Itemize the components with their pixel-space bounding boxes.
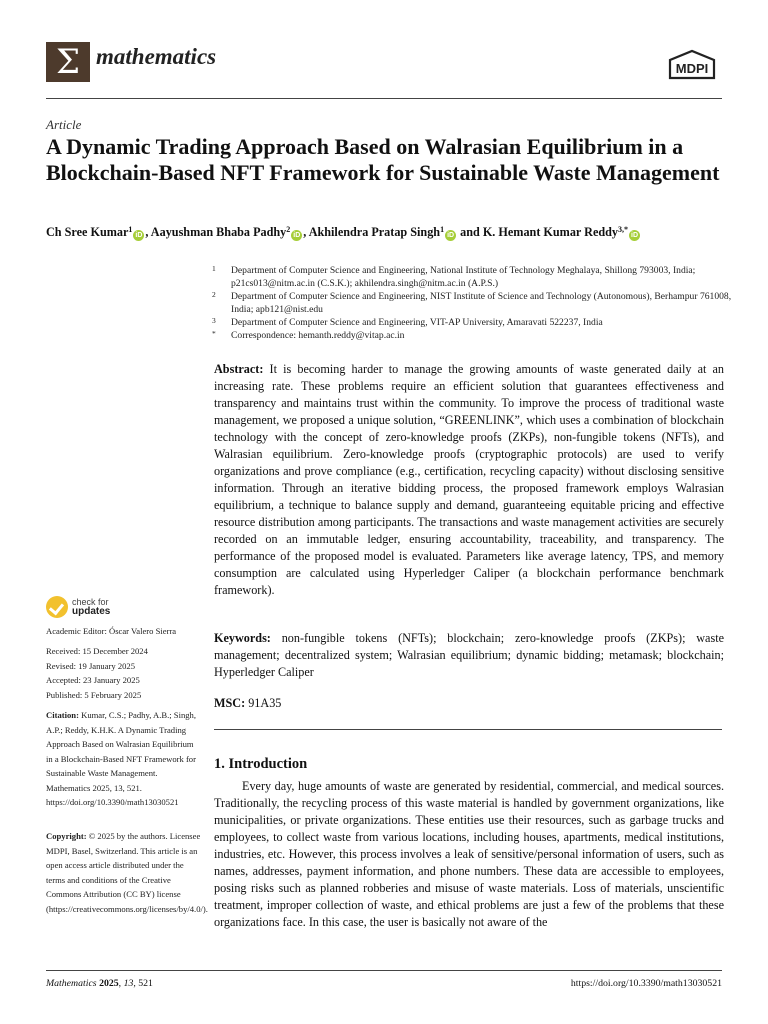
msc-codes	[214, 696, 281, 711]
journal-name[interactable]: mathematics	[96, 44, 217, 69]
abstract-text: It is becoming harder to manage the growing amounts of waste generated daily at an increasing rate. These problems require an efficient solution that guarantees effectiveness and transparency and maintains trust within the community. To improve the process of traditional waste management, we proposed a unique solution, “GREENLINK”, which uses a combination of blockchain technology with the concept of zero-knowledge proofs (ZKPs), non-fungible tokens (NFTs), and Walrasian equilibrium. Zero-knowledge proofs (cryptographic protocols) are used to verify organizations and prove compliance (e.g., certification, recycling capacity) without disclosing sensitive information. Through an iterative bidding process, the proposed framework employs Walrasian equilibrium, a technique to balance supply and demand, guaranteeing equitable pricing and effective resource distribution among participants. The transactions and waste management activities are securely recorded on an immutable ledger, ensuring accountability, traceability, and transparency. The performance of the proposed model is evaluated. Parameters like average latency, TPS, and memory consumption are calculated using Hyperledger Caliper (a blockchain performance benchmark framework).	[214, 362, 725, 597]
abstract-label: Abstract:	[214, 362, 264, 376]
keywords-text: non-fungible tokens (NFTs); blockchain; zero-knowledge proofs (ZKPs); waste management; decentralized system; Walrasian equilibrium; dynamic bidding; metamask; blockchain; Hyperledger Caliper	[214, 631, 725, 679]
check-for-updates-button[interactable]: check for updates	[46, 596, 110, 618]
author-affiliation-mark: 1	[128, 225, 133, 234]
footer-year: 2025	[99, 978, 119, 989]
keywords	[214, 630, 724, 681]
author-name[interactable]: Ch Sree Kumar	[46, 225, 129, 239]
author-affiliation-mark: 3,*	[618, 225, 629, 234]
author-affiliation-mark: 2	[286, 225, 291, 234]
copyright-block	[46, 829, 208, 916]
sigma-icon: Σ	[55, 42, 81, 82]
footer-doi-link[interactable]: https://doi.org/10.3390/math13030521	[570, 978, 722, 989]
section-divider	[214, 729, 722, 730]
academic-editor: Academic Editor: Óscar Valero Sierra	[46, 626, 177, 636]
footer-citation: Mathematics 2025, 13, 521	[46, 978, 153, 989]
revised-date: Revised: 19 January 2025	[46, 660, 136, 671]
publisher-logo[interactable]	[664, 48, 720, 80]
citation-label: Citation:	[46, 710, 79, 720]
check-updates-icon	[46, 596, 68, 618]
article-title: A Dynamic Trading Approach Based on Walrasian Equilibrium in a Blockchain-Based NFT Framework for Sustainable Waste Management	[46, 134, 720, 185]
orcid-icon[interactable]: iD	[293, 232, 301, 239]
accepted-date: Accepted: 23 January 2025	[46, 675, 140, 685]
journal-logo	[46, 42, 90, 82]
footer-divider	[46, 970, 722, 971]
affiliation-item: 2 Department of Computer Science and Engineering, NIST Institute of Science and Technology (Autonomous), Berhampur 761008, India; apb121@nist.edu	[212, 290, 732, 315]
author-name[interactable]: Aayushman Bhaba Padhy	[150, 225, 287, 239]
published-date: Published: 5 February 2025	[46, 689, 142, 700]
copyright-text: © 2025 by the authors. Licensee MDPI, Basel, Switzerland. This article is an open access article distributed under the terms and conditions of the Creative Commons Attribution (CC BY) license (https://creativecommons.org/licenses/by/4.0/).	[46, 831, 208, 914]
footer-page: , 521	[133, 978, 153, 989]
publisher-name: MDPI	[675, 61, 709, 76]
affiliations	[212, 264, 732, 342]
introduction-text: Every day, huge amounts of waste are generated by residential, commercial, and medical sources. Traditionally, the recycling process of this waste material is handled by government organizations, like municipalities, or private organizations. These entities use their resources, such as garbage trucks and employees, to collect waste from various locations, including houses, apartments, medical institutions, industries, etc. However, this process involves a leak of sensitive/personal information of users, such as names, addresses, payment information, and phone numbers. These data are accessible to employees, posing risks such as planned robberies and misuse of waste materials. Loss of materials, unscientific treatment, improper collection of waste, and ethical problems are just a few of the problems that these organizations face. In this case, the user is basically not aware of the	[214, 779, 724, 929]
author-list: Ch Sree Kumar$^1$iD , Aayushman Bhaba Padhy$^2$iD , Akhilendra Pratap Singh$^1$iD and K. Hemant Kumar Reddy$^{3,*}$iD	[46, 225, 639, 239]
section-heading: 1. Introduction	[214, 756, 308, 772]
publication-dates	[46, 644, 202, 702]
copyright-label: Copyright:	[46, 831, 87, 841]
footer-volume: 13	[123, 978, 134, 989]
footer-journal: Mathematics	[46, 978, 97, 989]
correspondence-item: * Correspondence: hemanth.reddy@vitap.ac.in	[212, 329, 405, 341]
orcid-icon[interactable]: iD	[447, 232, 455, 239]
msc-label: MSC:	[214, 696, 246, 710]
abstract	[214, 361, 724, 599]
received-date: Received: 15 December 2024	[46, 646, 148, 656]
author-affiliation-mark: 1	[440, 225, 445, 234]
header-divider	[46, 98, 722, 99]
msc-value: 91A35	[248, 696, 282, 710]
keywords-label: Keywords:	[214, 631, 271, 645]
orcid-icon[interactable]: iD	[135, 232, 143, 239]
article-type: Article	[46, 117, 82, 132]
orcid-icon[interactable]: iD	[631, 232, 639, 239]
citation-block	[46, 708, 202, 810]
affiliation-item: 3 Department of Computer Science and Engineering, VIT-AP University, Amaravati 522237, India	[212, 316, 603, 328]
citation-text[interactable]: Kumar, C.S.; Padhy, A.B.; Singh, A.P.; Reddy, K.H.K. A Dynamic Trading Approach Based on Walrasian Equilibrium in a Blockchain-Based NFT Framework for Sustainable Waste Management. Mathematics 2025, 13, 521. https://doi.org/10.3390/math13030521	[46, 710, 196, 807]
author-name[interactable]: K. Hemant Kumar Reddy	[482, 225, 619, 239]
author-name[interactable]: Akhilendra Pratap Singh	[308, 225, 441, 239]
affiliation-item: 1 Department of Computer Science and Engineering, National Institute of Technology Meghalaya, Shillong 793003, India; p21cs013@nitm.ac.in (C.S.K.); akhilendra.singh@nitm.ac.in (A.P.S.)	[212, 264, 696, 289]
